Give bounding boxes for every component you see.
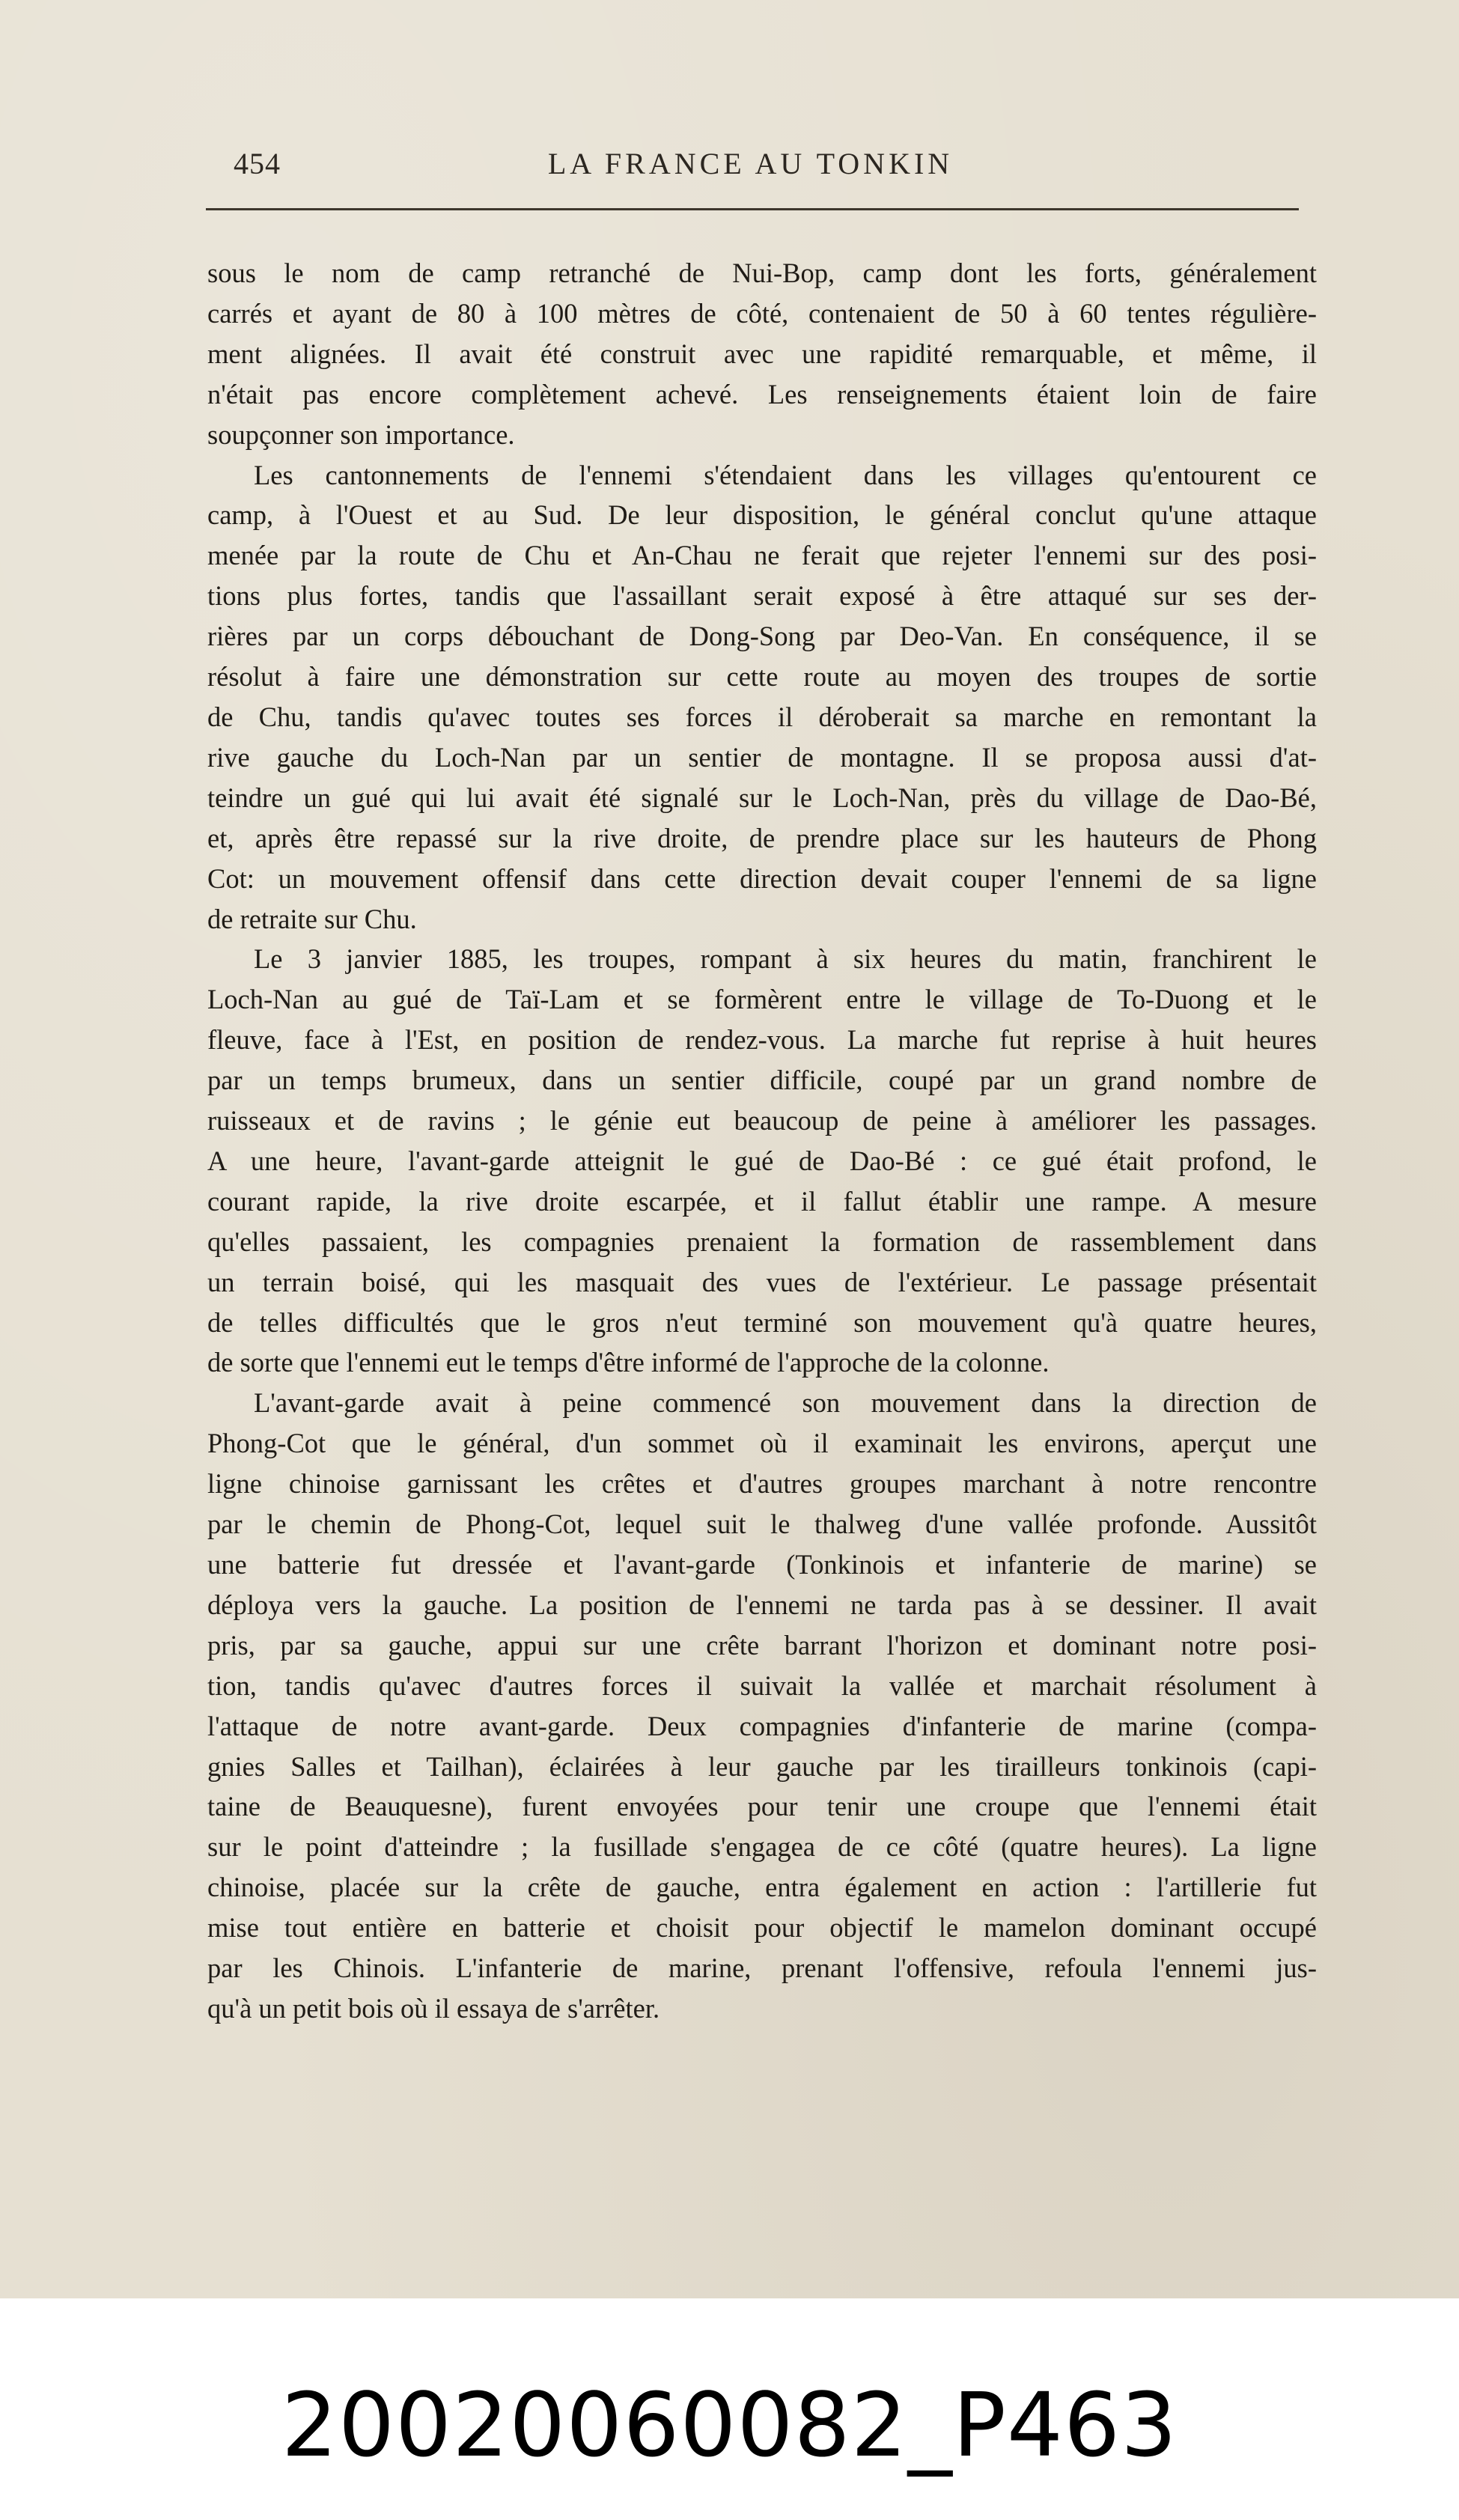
text-line: soupçonner son importance. xyxy=(207,419,515,450)
text-line: ligne chinoise garnissant les crêtes et d'autres groupes marchant à notre rencontre xyxy=(207,1468,1317,1500)
text-line: tion, tandis qu'avec d'autres forces il suivait la vallée et marchait résolument à xyxy=(207,1670,1317,1701)
text-line: de Chu, tandis qu'avec toutes ses forces il déroberait sa marche en remontant la xyxy=(207,701,1317,732)
text-line: rive gauche du Loch-Nan par un sentier de montagne. Il se proposa aussi d'at- xyxy=(207,741,1317,773)
text-line: résolut à faire une démonstration sur cette route au moyen des troupes de sortie xyxy=(207,661,1317,693)
text-line: sous le nom de camp retranché de Nui-Bop, camp dont les forts, généralement xyxy=(207,258,1317,288)
text-line: sur le point d'atteindre ; la fusillade s'engagea de ce côté (quatre heures). La ligne xyxy=(207,1831,1317,1863)
paragraph xyxy=(207,455,1317,940)
text-line: fleuve, face à l'Est, en position de rendez-vous. La marche fut reprise à huit heures xyxy=(207,1024,1317,1056)
text-line: ruisseaux et de ravins ; le génie eut beaucoup de peine à améliorer les passages. xyxy=(207,1105,1317,1136)
text-line: par les Chinois. L'infanterie de marine, prenant l'offensive, refoula l'ennemi jus- xyxy=(207,1953,1317,1984)
text-line: de retraite sur Chu. xyxy=(207,903,417,934)
text-line: A une heure, l'avant-garde atteignit le gué de Dao-Bé : ce gué était profond, le xyxy=(207,1145,1317,1176)
text-line: chinoise, placée sur la crête de gauche, entra également en action : l'artillerie fut xyxy=(207,1872,1317,1903)
text-line: par le chemin de Phong-Cot, lequel suit le thalweg d'une vallée profonde. Aussitôt xyxy=(207,1509,1317,1540)
page-header xyxy=(202,146,1299,191)
text-line: menée par la route de Chu et An-Chau ne ferait que rejeter l'ennemi sur des posi- xyxy=(207,540,1317,571)
text-line: carrés et ayant de 80 à 100 mètres de côté, contenaient de 50 à 60 tentes régulière- xyxy=(207,297,1317,329)
text-line: qu'elles passaient, les compagnies prenaient la formation de rassemblement dans xyxy=(207,1226,1317,1257)
text-line: n'était pas encore complètement achevé. Les renseignements étaient loin de faire xyxy=(207,378,1317,410)
text-line: teindre un gué qui lui avait été signalé sur le Loch-Nan, près du village de Dao-Bé, xyxy=(207,782,1317,813)
paragraph xyxy=(207,1383,1317,2029)
text-line: rières par un corps débouchant de Dong-Song par Deo-Van. En conséquence, il se xyxy=(207,621,1317,652)
text-line: qu'à un petit bois où il essaya de s'arrêter. xyxy=(207,1992,660,2024)
running-title: LA FRANCE AU TONKIN xyxy=(547,147,954,180)
text-line: camp, à l'Ouest et au Sud. De leur disposition, le général conclut qu'une attaque xyxy=(207,499,1317,531)
text-line: et, après être repassé sur la rive droite, de prendre place sur les hauteurs de Phong xyxy=(207,822,1317,853)
text-line: tions plus fortes, tandis que l'assaillant serait exposé à être attaqué sur ses der- xyxy=(207,580,1317,612)
text-line: Cot: un mouvement offensif dans cette direction devait couper l'ennemi de sa ligne xyxy=(207,862,1317,894)
text-line: taine de Beauquesne), furent envoyées pour tenir une croupe que l'ennemi était xyxy=(207,1791,1317,1822)
text-line: courant rapide, la rive droite escarpée, et il fallut établir une rampe. A mesure xyxy=(207,1185,1317,1217)
text-line: mise tout entière en batterie et choisit pour objectif le mamelon dominant occupé xyxy=(207,1912,1317,1944)
text-line: par un temps brumeux, dans un sentier difficile, coupé par un grand nombre de xyxy=(207,1065,1317,1096)
text-line: L'avant-garde avait à peine commencé son mouvement dans la direction de xyxy=(254,1387,1317,1419)
paragraph xyxy=(207,253,1317,455)
text-line: gnies Salles et Tailhan), éclairées à leur gauche par les tirailleurs tonkinois (capi- xyxy=(207,1750,1317,1782)
text-line: l'attaque de notre avant-garde. Deux compagnies d'infanterie de marine (compa- xyxy=(207,1710,1317,1741)
text-line: de telles difficultés que le gros n'eut terminé son mouvement qu'à quatre heures, xyxy=(207,1306,1317,1338)
footer xyxy=(0,2298,1459,2520)
page-number: 454 xyxy=(234,147,281,180)
text-line: pris, par sa gauche, appui sur une crête barrant l'horizon et dominant notre posi- xyxy=(207,1629,1317,1661)
paragraph xyxy=(207,939,1317,1383)
text-line: une batterie fut dressée et l'avant-garde (Tonkinois et infanterie de marine) se xyxy=(207,1549,1317,1580)
text-line: Loch-Nan au gué de Taï-Lam et se formèrent entre le village de To-Duong et le xyxy=(207,984,1317,1015)
text-line: Le 3 janvier 1885, les troupes, rompant à six heures du matin, franchirent le xyxy=(254,943,1317,975)
scan-id-label: 20020060082_P463 xyxy=(281,2373,1178,2477)
text-line: de sorte que l'ennemi eut le temps d'être informé de l'approche de la colonne. xyxy=(207,1347,1050,1378)
body-text xyxy=(207,253,1317,2029)
text-line: ment alignées. Il avait été construit avec une rapidité remarquable, et même, il xyxy=(207,338,1317,369)
text-line: Phong-Cot que le général, d'un sommet où il examinait les environs, aperçut une xyxy=(207,1428,1317,1459)
text-line: un terrain boisé, qui les masquait des vues de l'extérieur. Le passage présentait xyxy=(207,1266,1317,1297)
text-line: déploya vers la gauche. La position de l'ennemi ne tarda pas à se dessiner. Il avait xyxy=(207,1589,1317,1620)
text-line: Les cantonnements de l'ennemi s'étendaient dans les villages qu'entourent ce xyxy=(254,459,1317,490)
header-rule xyxy=(206,208,1299,210)
